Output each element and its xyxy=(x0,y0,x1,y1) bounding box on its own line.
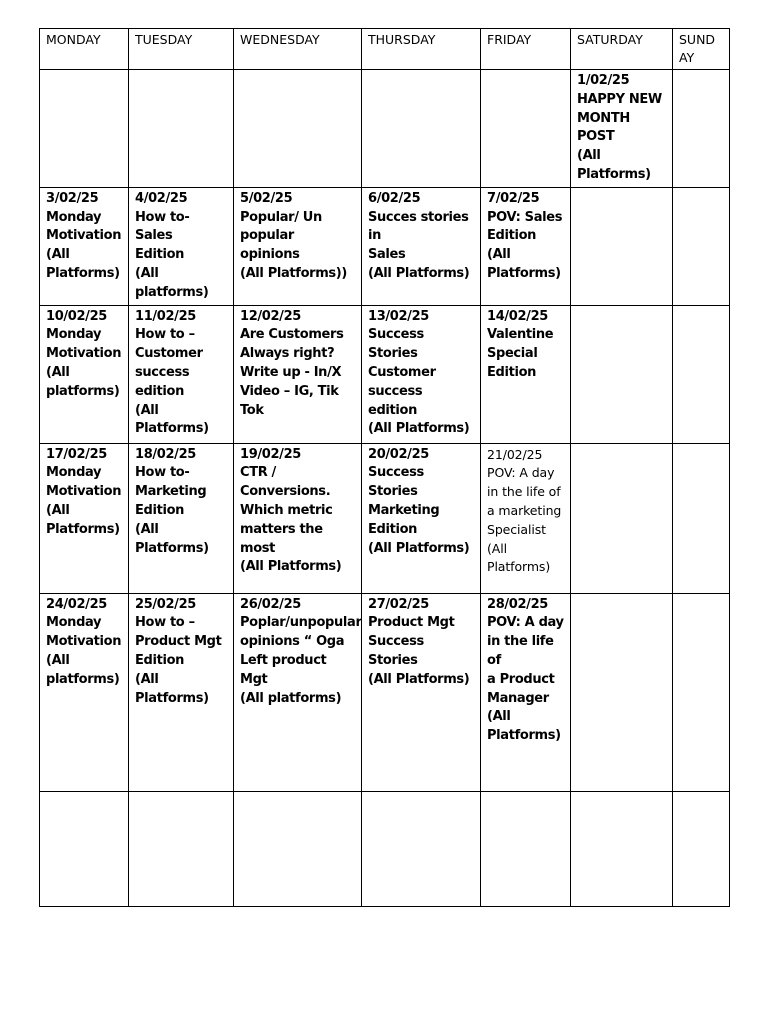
day-cell: 24/02/25 Monday Motivation (All platforms) xyxy=(40,593,129,791)
day-cell: 26/02/25 Poplar/unpopular opinions “ Oga Left product Mgt (All platforms) xyxy=(234,593,362,791)
header-sunday: SUND AY xyxy=(673,29,730,70)
day-cell xyxy=(673,791,730,906)
day-cell xyxy=(571,187,673,305)
week-row xyxy=(40,593,730,791)
day-cell: 12/02/25 Are Customers Always right? Write up - In/X Video – IG, Tik Tok xyxy=(234,305,362,443)
week-row xyxy=(40,187,730,305)
day-cell: 18/02/25 How to- Marketing Edition (All Platforms) xyxy=(129,443,234,593)
week-row xyxy=(40,443,730,593)
day-cell: 21/02/25 POV: A day in the life of a marketing Specialist (All Platforms) xyxy=(481,443,571,593)
day-cell: 20/02/25 Success Stories Marketing Edition (All Platforms) xyxy=(362,443,481,593)
day-cell xyxy=(673,443,730,593)
content-calendar-table xyxy=(39,28,730,907)
header-thursday: THURSDAY xyxy=(362,29,481,70)
day-cell xyxy=(673,593,730,791)
week-row xyxy=(40,791,730,906)
day-cell xyxy=(673,305,730,443)
day-cell: 28/02/25 POV: A day in the life of a Product Manager (All Platforms) xyxy=(481,593,571,791)
day-cell: 6/02/25 Succes stories in Sales (All Platforms) xyxy=(362,187,481,305)
day-cell xyxy=(234,70,362,188)
day-cell: 4/02/25 How to- Sales Edition (All platforms) xyxy=(129,187,234,305)
header-friday: FRIDAY xyxy=(481,29,571,70)
day-cell: 1/02/25 HAPPY NEW MONTH POST (All Platforms) xyxy=(571,70,673,188)
day-cell xyxy=(40,791,129,906)
day-cell xyxy=(129,791,234,906)
header-tuesday: TUESDAY xyxy=(129,29,234,70)
day-cell xyxy=(234,791,362,906)
day-cell xyxy=(481,791,571,906)
day-cell xyxy=(673,187,730,305)
day-cell xyxy=(571,305,673,443)
day-cell: 5/02/25 Popular/ Un popular opinions (All Platforms)) xyxy=(234,187,362,305)
day-cell xyxy=(362,70,481,188)
day-cell: 14/02/25 Valentine Special Edition xyxy=(481,305,571,443)
day-cell xyxy=(481,70,571,188)
header-row xyxy=(40,29,730,70)
header-monday: MONDAY xyxy=(40,29,129,70)
day-cell: 7/02/25 POV: Sales Edition (All Platforms) xyxy=(481,187,571,305)
day-cell xyxy=(673,70,730,188)
day-cell: 25/02/25 How to – Product Mgt Edition (All Platforms) xyxy=(129,593,234,791)
header-saturday: SATURDAY xyxy=(571,29,673,70)
day-cell: 27/02/25 Product Mgt Success Stories (All Platforms) xyxy=(362,593,481,791)
day-cell: 19/02/25 CTR / Conversions. Which metric matters the most (All Platforms) xyxy=(234,443,362,593)
day-cell xyxy=(571,593,673,791)
week-row xyxy=(40,305,730,443)
day-cell xyxy=(571,443,673,593)
day-cell: 10/02/25 Monday Motivation (All platforms) xyxy=(40,305,129,443)
day-cell: 11/02/25 How to – Customer success edition (All Platforms) xyxy=(129,305,234,443)
week-row xyxy=(40,70,730,188)
day-cell xyxy=(571,791,673,906)
day-cell: 3/02/25 Monday Motivation (All Platforms) xyxy=(40,187,129,305)
header-wednesday: WEDNESDAY xyxy=(234,29,362,70)
day-cell xyxy=(362,791,481,906)
day-cell xyxy=(40,70,129,188)
day-cell xyxy=(129,70,234,188)
day-cell: 17/02/25 Monday Motivation (All Platforms) xyxy=(40,443,129,593)
day-cell: 13/02/25 Success Stories Customer success edition (All Platforms) xyxy=(362,305,481,443)
